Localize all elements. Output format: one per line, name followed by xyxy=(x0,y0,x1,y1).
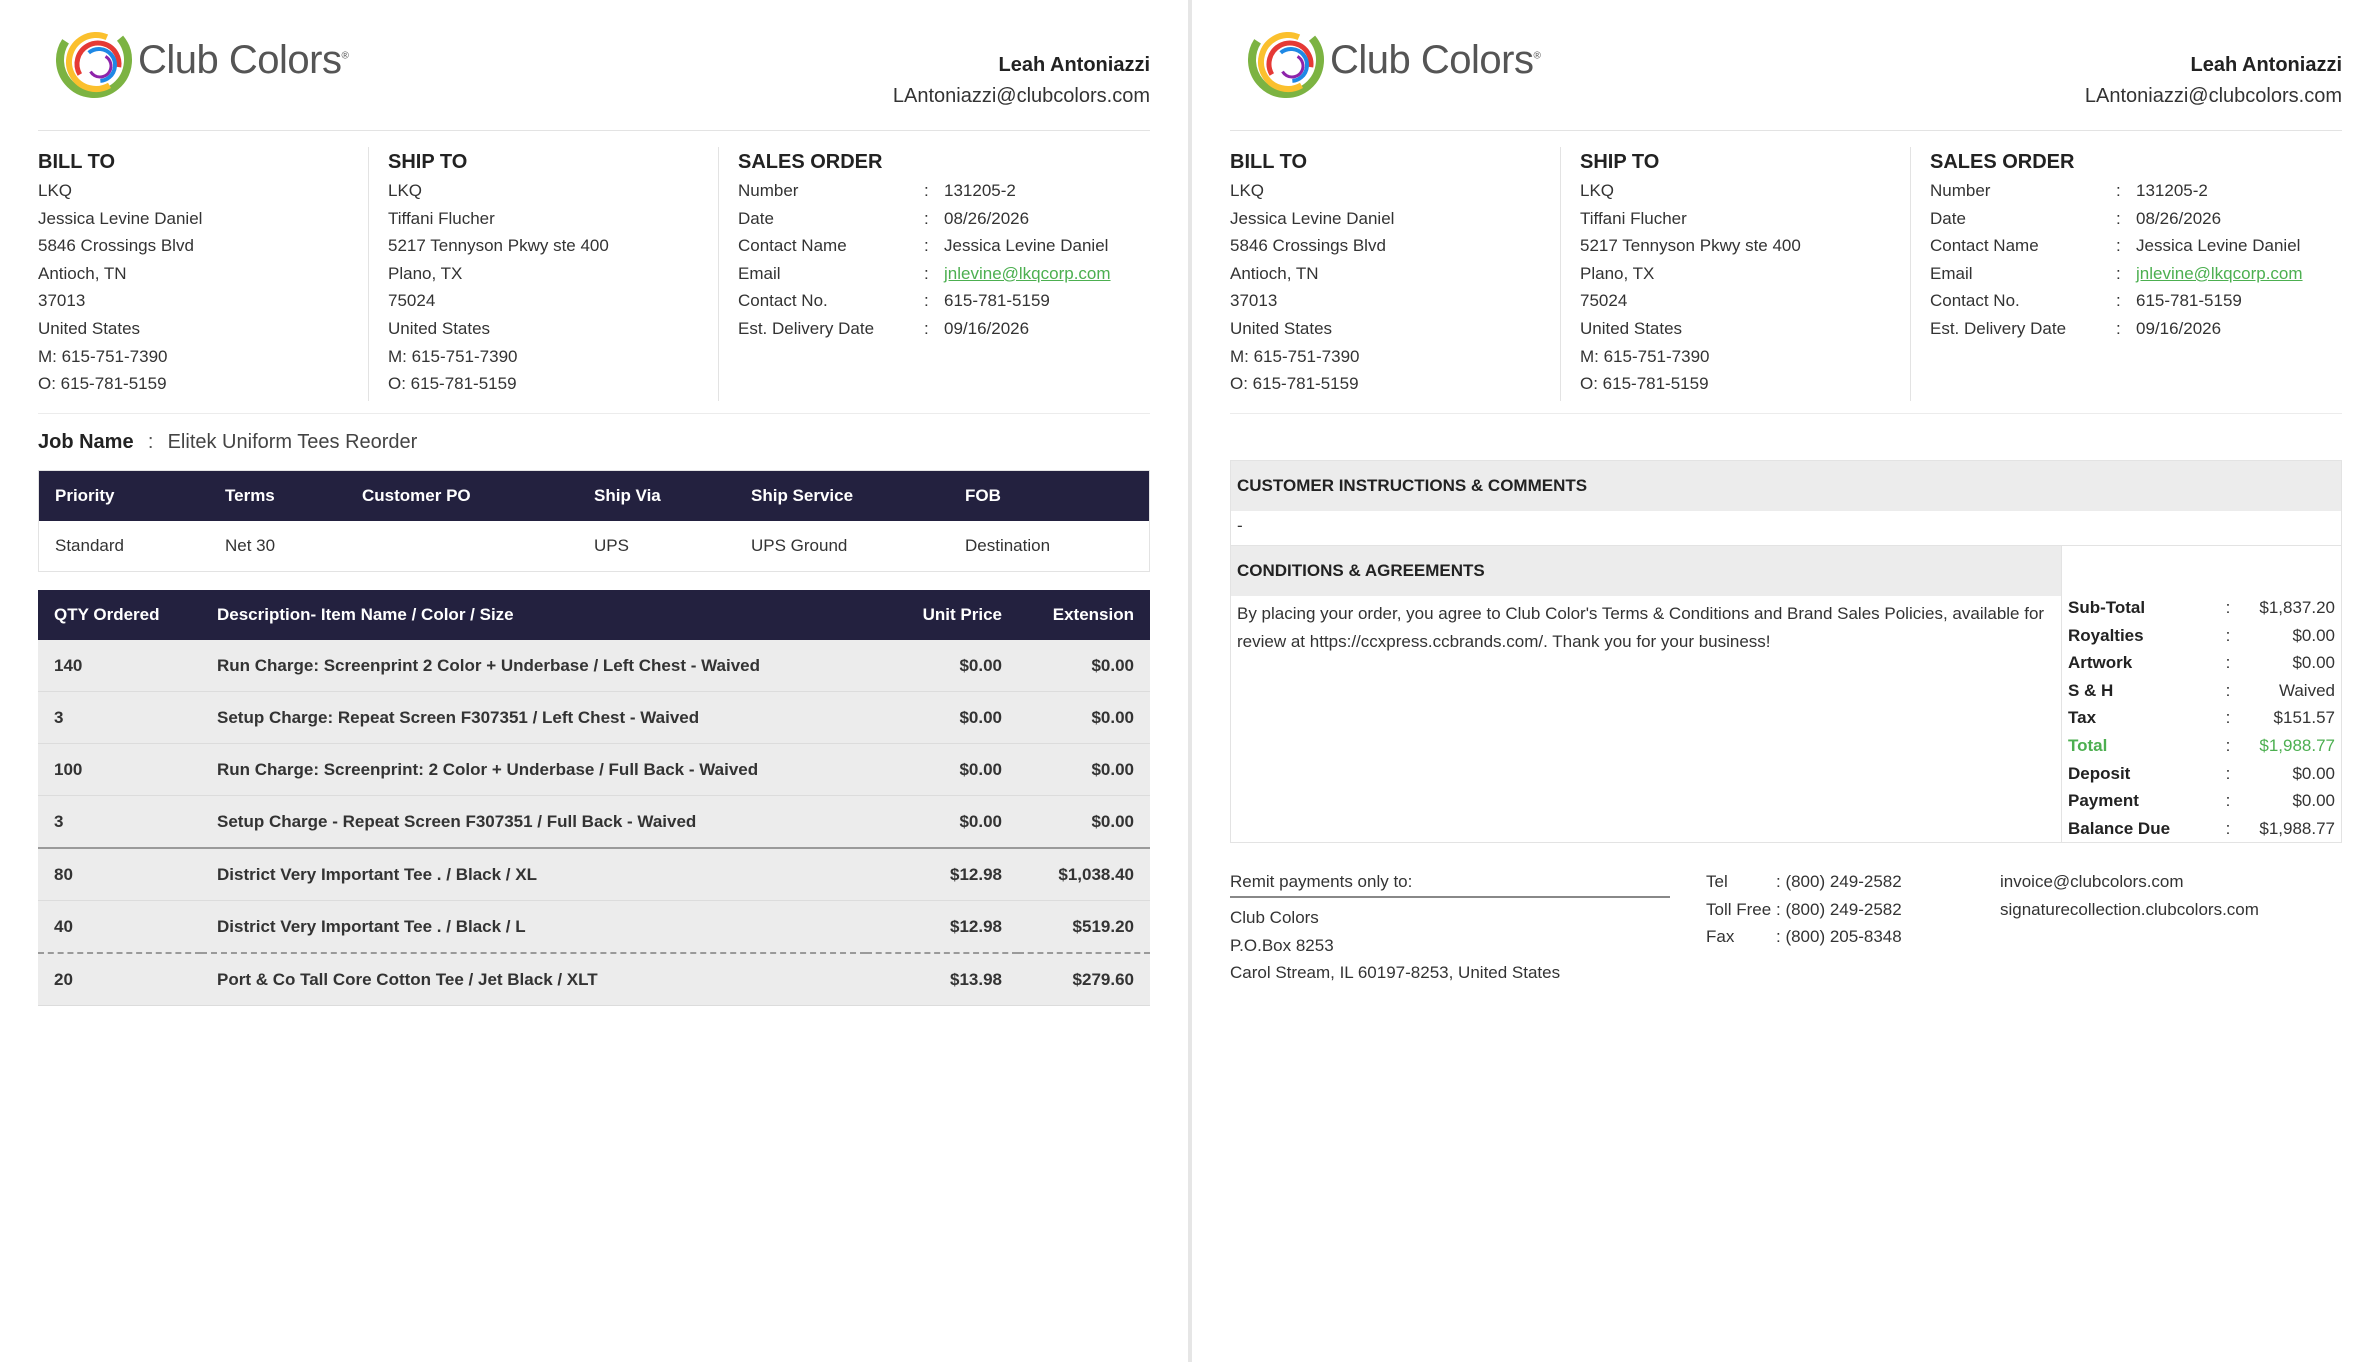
extension-cell: $0.00 xyxy=(1018,692,1150,744)
extension-cell: $1,038.40 xyxy=(1018,848,1150,901)
sales-order xyxy=(722,147,1150,401)
table-row xyxy=(38,744,1150,796)
ship-to-line: Tiffani Flucher xyxy=(388,208,495,228)
terms-cell: Net 30 xyxy=(225,536,276,555)
field-label: Date xyxy=(738,208,774,228)
ship-to-line: M: 615-751-7390 xyxy=(1580,346,1710,366)
contact-email xyxy=(738,260,1150,288)
total-value: $1,988.77 xyxy=(2259,735,2335,755)
artwork-row xyxy=(2062,649,2341,677)
extension-cell: $0.00 xyxy=(1018,640,1150,692)
total-label: Artwork xyxy=(2068,653,2133,673)
description-cell: Setup Charge - Repeat Screen F307351 / Full Back - Waived xyxy=(201,796,866,849)
bill-to-line: United States xyxy=(38,318,141,338)
total-label: Balance Due xyxy=(2068,818,2171,838)
field-label: Contact No. xyxy=(1930,291,2020,311)
field-value: 615-781-5159 xyxy=(944,291,1050,311)
bill-to-line: Antioch, TN xyxy=(38,263,127,283)
total-value: Waived xyxy=(2278,680,2335,700)
sales-order-title: SALES ORDER xyxy=(1930,151,2075,173)
ship-to-line: 75024 xyxy=(388,291,436,311)
swirl-logo-icon xyxy=(56,20,136,100)
table-row xyxy=(38,848,1150,901)
sales-order xyxy=(1914,147,2342,401)
unit-price-cell: $12.98 xyxy=(866,848,1018,901)
field-label: Number xyxy=(1930,181,1991,200)
field-value: Jessica Levine Daniel xyxy=(2136,236,2301,256)
description-cell: Run Charge: Screenprint 2 Color + Underbase / Left Chest - Waived xyxy=(201,640,866,692)
club-colors-logo xyxy=(1248,20,1548,100)
ship-to-line: Plano, TX xyxy=(388,263,463,283)
remit-line: Carol Stream, IL 60197-8253, United States xyxy=(1230,963,1561,983)
column-header: Ship Service xyxy=(735,471,949,522)
bill-to-line: 5846 Crossings Blvd xyxy=(1230,236,1386,256)
field-value: 615-781-5159 xyxy=(2136,291,2242,311)
description-cell: Setup Charge: Repeat Screen F307351 / Left Chest - Waived xyxy=(201,692,866,744)
qty-cell: 80 xyxy=(38,848,201,901)
invoice-page-1 xyxy=(0,0,1188,1362)
contact-email xyxy=(1930,260,2342,288)
separator: : xyxy=(2116,291,2121,311)
bill-to-line: Jessica Levine Daniel xyxy=(1230,208,1395,228)
ship-to-line: United States xyxy=(1580,318,1683,338)
brand-name: Club Colors® xyxy=(138,38,349,82)
total-label: Payment xyxy=(2068,791,2139,811)
tax-row xyxy=(2062,704,2341,732)
line-items-header xyxy=(38,590,1150,640)
email-link[interactable]: jnlevine@lkqcorp.com xyxy=(944,263,1111,283)
delivery-date xyxy=(738,315,1150,343)
table-row xyxy=(38,953,1150,1006)
contact-number xyxy=(738,287,1150,315)
unit-price-cell: $13.98 xyxy=(866,953,1018,1006)
ship-to-line: O: 615-781-5159 xyxy=(1580,374,1709,394)
address-section xyxy=(1230,131,2342,414)
total-value: $1,988.77 xyxy=(2259,818,2335,838)
contact-value: : (800) 249-2582 xyxy=(1776,872,1902,891)
field-label: Number xyxy=(738,181,799,200)
bill-to-line: Antioch, TN xyxy=(1230,263,1319,283)
field-label: Contact Name xyxy=(1930,236,2039,256)
contact-emails xyxy=(2000,868,2259,923)
rep-email[interactable]: LAntoniazzi@clubcolors.com xyxy=(2084,85,2342,107)
bill-to-line: LKQ xyxy=(38,181,73,200)
ship-to-title: SHIP TO xyxy=(388,151,468,173)
extension-cell: $0.00 xyxy=(1018,744,1150,796)
separator: : xyxy=(2116,318,2121,338)
unit-price-cell: $0.00 xyxy=(866,744,1018,796)
sales-rep xyxy=(893,50,1150,112)
separator: : xyxy=(924,263,929,283)
separator: : xyxy=(2225,818,2231,838)
total-value: $0.00 xyxy=(2292,791,2335,811)
bill-to-line: 37013 xyxy=(38,291,86,311)
bill-to-line: 37013 xyxy=(1230,291,1278,311)
description-cell: Run Charge: Screenprint: 2 Color + Underbase / Full Back - Waived xyxy=(201,744,866,796)
bill-to-line: M: 615-751-7390 xyxy=(38,346,168,366)
invoice-page-2 xyxy=(1192,0,2380,1362)
column-header: Priority xyxy=(39,471,210,522)
total-row xyxy=(2062,732,2341,760)
total-label: Sub-Total xyxy=(2068,598,2146,617)
page-header xyxy=(38,0,1150,131)
order-number xyxy=(738,177,1150,205)
bill-to xyxy=(1230,147,1561,401)
bill-to-line: O: 615-781-5159 xyxy=(38,374,167,394)
page-header xyxy=(1230,0,2342,131)
extension-cell: $0.00 xyxy=(1018,796,1150,849)
total-value: $151.57 xyxy=(2273,708,2335,728)
column-header: Description- Item Name / Color / Size xyxy=(201,590,866,640)
bill-to-line: LKQ xyxy=(1230,181,1265,200)
column-header: Ship Via xyxy=(578,471,735,522)
qty-cell: 20 xyxy=(38,953,201,1006)
separator: : xyxy=(147,431,154,453)
extension-cell: $519.20 xyxy=(1018,901,1150,954)
ship-to-line: M: 615-751-7390 xyxy=(388,346,518,366)
separator: : xyxy=(2116,181,2121,200)
total-label: Deposit xyxy=(2068,763,2131,783)
bill-to-line: United States xyxy=(1230,318,1333,338)
contact-name xyxy=(738,232,1150,260)
separator: : xyxy=(2116,236,2121,256)
field-label: Email xyxy=(1930,263,1973,283)
separator: : xyxy=(2225,653,2231,673)
field-value: 131205-2 xyxy=(2136,181,2208,200)
qty-cell: 100 xyxy=(38,744,201,796)
contact-number xyxy=(1930,287,2342,315)
description-cell: District Very Important Tee . / Black / L xyxy=(201,901,866,954)
ship-to-title: SHIP TO xyxy=(1580,151,1660,173)
ship-to xyxy=(1580,147,1911,401)
separator: : xyxy=(2116,263,2121,283)
swirl-logo-icon xyxy=(1248,20,1328,100)
extension-cell: $279.60 xyxy=(1018,953,1150,1006)
contact-value: : (800) 205-8348 xyxy=(1776,927,1902,947)
total-value: $0.00 xyxy=(2292,653,2335,673)
instructions-section xyxy=(1230,460,2342,843)
separator: : xyxy=(2225,625,2231,645)
shipping-row xyxy=(2062,677,2341,705)
order-date xyxy=(738,205,1150,233)
payment-row xyxy=(2062,787,2341,815)
qty-cell: 40 xyxy=(38,901,201,954)
deposit-row xyxy=(2062,760,2341,788)
order-number xyxy=(1930,177,2342,205)
remit-section xyxy=(1230,868,1670,987)
bill-to-line: Jessica Levine Daniel xyxy=(38,208,203,228)
sales-rep xyxy=(2085,50,2342,112)
delivery-date xyxy=(1930,315,2342,343)
remit-title: Remit payments only to: xyxy=(1230,868,1670,898)
total-value: $1,837.20 xyxy=(2259,598,2335,617)
club-colors-logo xyxy=(56,20,356,100)
ship-to-line: 5217 Tennyson Pkwy ste 400 xyxy=(1580,236,1801,256)
column-header: Terms xyxy=(209,471,346,522)
rep-name: Leah Antoniazzi xyxy=(998,54,1150,76)
priority-cell: Standard xyxy=(55,536,124,555)
ship-to-line: Tiffani Flucher xyxy=(1580,208,1687,228)
remit-line: P.O.Box 8253 xyxy=(1230,935,1334,955)
description-cell: Port & Co Tall Core Cotton Tee / Jet Black / XLT xyxy=(201,953,866,1006)
conditions-title: CONDITIONS & AGREEMENTS xyxy=(1231,546,2061,596)
table-row xyxy=(38,901,1150,954)
field-value: 08/26/2026 xyxy=(944,208,1030,228)
rep-name: Leah Antoniazzi xyxy=(2190,54,2342,76)
table-row xyxy=(38,640,1150,692)
total-label: S & H xyxy=(2068,680,2114,700)
table-row xyxy=(38,692,1150,744)
total-label: Tax xyxy=(2068,708,2097,728)
field-value: 09/16/2026 xyxy=(944,318,1030,338)
field-label: Contact No. xyxy=(738,291,828,311)
column-header: FOB xyxy=(949,471,1150,522)
separator: : xyxy=(924,236,929,256)
contact-numbers xyxy=(1706,868,1902,951)
unit-price-cell: $0.00 xyxy=(866,796,1018,849)
instructions-value: - xyxy=(1231,511,2341,546)
toll-free-row xyxy=(1706,896,1902,924)
column-header: QTY Ordered xyxy=(38,590,201,640)
separator: : xyxy=(2225,598,2231,617)
subtotal-row xyxy=(2062,594,2341,622)
ship-to-line: Plano, TX xyxy=(1580,263,1655,283)
brand-name: Club Colors® xyxy=(1330,38,1541,82)
bill-to-line: M: 615-751-7390 xyxy=(1230,346,1360,366)
separator: : xyxy=(924,208,929,228)
signature-collection-link[interactable]: signaturecollection.clubcolors.com xyxy=(2000,899,2259,919)
bill-to-line: O: 615-781-5159 xyxy=(1230,374,1359,394)
field-label: Contact Name xyxy=(738,236,847,256)
invoice-email[interactable]: invoice@clubcolors.com xyxy=(2000,872,2184,891)
ship-to-line: United States xyxy=(388,318,491,338)
field-label: Est. Delivery Date xyxy=(738,318,875,338)
qty-cell: 140 xyxy=(38,640,201,692)
ship-to-line: O: 615-781-5159 xyxy=(388,374,517,394)
unit-price-cell: $12.98 xyxy=(866,901,1018,954)
email-link[interactable]: jnlevine@lkqcorp.com xyxy=(2136,263,2303,283)
separator: : xyxy=(2225,791,2231,811)
ship-to-line: LKQ xyxy=(388,181,423,200)
qty-cell: 3 xyxy=(38,692,201,744)
order-info-row xyxy=(39,521,1150,572)
contact-label: Toll Free xyxy=(1706,899,1772,919)
field-value: Jessica Levine Daniel xyxy=(944,236,1109,256)
order-info-header xyxy=(39,471,1150,522)
royalties-row xyxy=(2062,622,2341,650)
tel-row xyxy=(1706,868,1902,896)
description-cell: District Very Important Tee . / Black / XL xyxy=(201,848,866,901)
totals-block xyxy=(2062,546,2341,842)
customer-po-cell xyxy=(346,521,578,572)
job-name-value: Elitek Uniform Tees Reorder xyxy=(167,431,418,453)
separator: : xyxy=(2225,763,2231,783)
field-label: Est. Delivery Date xyxy=(1930,318,2067,338)
conditions-block xyxy=(1231,546,2062,842)
separator: : xyxy=(924,318,929,338)
ship-to-line: LKQ xyxy=(1580,181,1615,200)
ship-via-cell: UPS xyxy=(594,536,629,555)
total-value: $0.00 xyxy=(2292,625,2335,645)
field-value: 09/16/2026 xyxy=(2136,318,2222,338)
job-name-row xyxy=(38,414,1150,470)
field-label: Email xyxy=(738,263,781,283)
bill-to xyxy=(38,147,369,401)
field-value: 08/26/2026 xyxy=(2136,208,2222,228)
column-header: Extension xyxy=(1018,590,1150,640)
conditions-section xyxy=(1231,546,2341,842)
qty-cell: 3 xyxy=(38,796,201,849)
order-date xyxy=(1930,205,2342,233)
bill-to-line: 5846 Crossings Blvd xyxy=(38,236,194,256)
line-items-table xyxy=(38,590,1150,1006)
unit-price-cell: $0.00 xyxy=(866,692,1018,744)
field-label: Date xyxy=(1930,208,1966,228)
separator: : xyxy=(924,291,929,311)
balance-due-row xyxy=(2062,815,2341,843)
ship-to xyxy=(388,147,719,401)
bill-to-title: BILL TO xyxy=(1230,151,1308,173)
separator: : xyxy=(2225,708,2231,728)
fax-row xyxy=(1706,923,1902,951)
contact-name xyxy=(1930,232,2342,260)
table-row xyxy=(38,796,1150,849)
column-header: Unit Price xyxy=(866,590,1018,640)
fob-cell: Destination xyxy=(965,536,1051,555)
instructions-title: CUSTOMER INSTRUCTIONS & COMMENTS xyxy=(1231,461,2341,511)
column-header: Customer PO xyxy=(346,471,578,522)
bill-to-title: BILL TO xyxy=(38,151,116,173)
total-label: Total xyxy=(2068,735,2108,755)
remit-line: Club Colors xyxy=(1230,908,1319,927)
ship-to-line: 5217 Tennyson Pkwy ste 400 xyxy=(388,236,609,256)
separator: : xyxy=(2225,735,2231,755)
separator: : xyxy=(2116,208,2121,228)
job-name-label: Job Name xyxy=(38,431,134,453)
rep-email[interactable]: LAntoniazzi@clubcolors.com xyxy=(892,85,1150,107)
total-value: $0.00 xyxy=(2292,763,2335,783)
order-info-table xyxy=(38,470,1150,572)
contact-label: Tel xyxy=(1706,872,1728,891)
total-label: Royalties xyxy=(2068,625,2144,645)
address-section xyxy=(38,131,1150,414)
sales-order-title: SALES ORDER xyxy=(738,151,883,173)
unit-price-cell: $0.00 xyxy=(866,640,1018,692)
conditions-text: By placing your order, you agree to Club Color's Terms & Conditions and Brand Sales Policies, available for review at https://ccxpress.ccbrands.com/. Thank you for your business! xyxy=(1237,604,2045,651)
ship-to-line: 75024 xyxy=(1580,291,1628,311)
separator: : xyxy=(924,181,929,200)
field-value: 131205-2 xyxy=(944,181,1016,200)
ship-service-cell: UPS Ground xyxy=(751,536,848,555)
contact-label: Fax xyxy=(1706,927,1735,947)
contact-value: : (800) 249-2582 xyxy=(1776,899,1902,919)
separator: : xyxy=(2225,680,2231,700)
